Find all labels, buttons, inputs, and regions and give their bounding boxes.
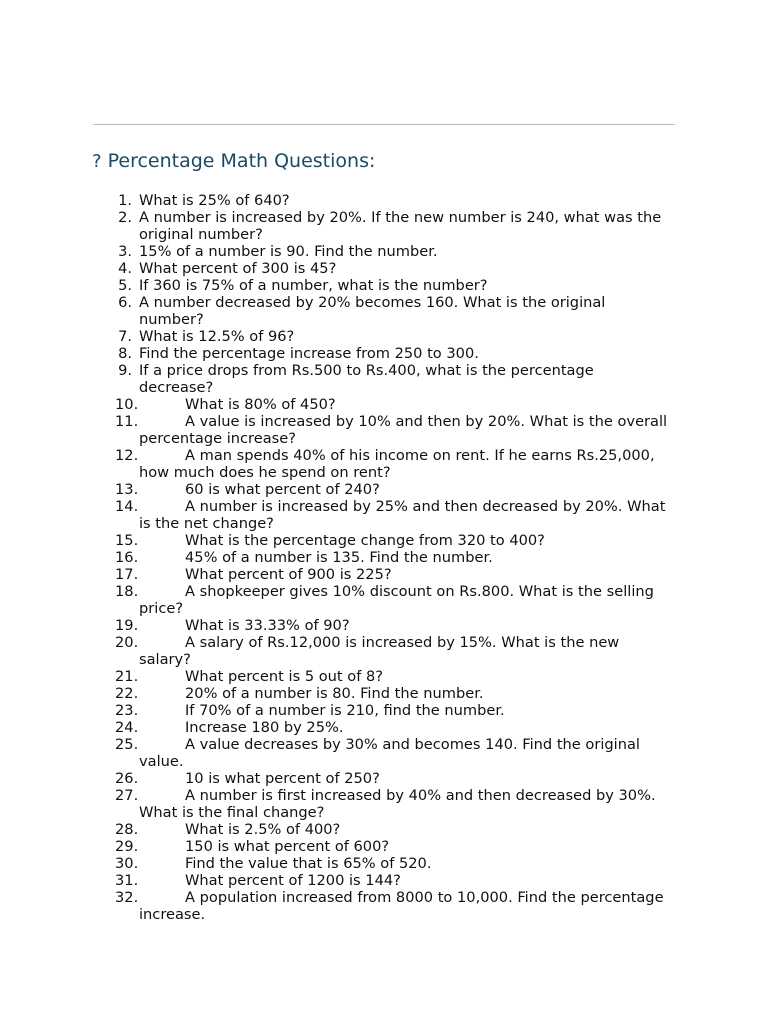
question-item <box>115 838 671 855</box>
question-text: A value decreases by 30% and becomes 140. Find the original value. <box>139 736 640 770</box>
question-item <box>115 634 671 668</box>
question-text: Increase 180 by 25%. <box>185 719 344 736</box>
question-item <box>115 413 671 447</box>
question-number: 12. <box>115 447 139 464</box>
question-number: 28. <box>115 821 139 838</box>
question-item <box>115 889 671 923</box>
question-item <box>115 498 671 532</box>
question-number: 31. <box>115 872 139 889</box>
question-text: A shopkeeper gives 10% discount on Rs.800. What is the selling price? <box>139 583 654 617</box>
question-number: 13. <box>115 481 139 498</box>
question-number: 9. <box>118 362 132 379</box>
question-item <box>115 583 671 617</box>
page-heading <box>92 149 375 174</box>
question-number: 3. <box>118 243 132 260</box>
question-number: 15. <box>115 532 139 549</box>
question-text: A population increased from 8000 to 10,000. Find the percentage increase. <box>139 889 664 923</box>
question-item <box>115 277 671 294</box>
question-item <box>115 532 671 549</box>
question-text: 20% of a number is 80. Find the number. <box>185 685 484 702</box>
question-text: What is 33.33% of 90? <box>185 617 350 634</box>
question-item <box>115 787 671 821</box>
question-item <box>115 362 671 396</box>
question-item <box>115 243 671 260</box>
question-number: 32. <box>115 889 139 906</box>
question-text: What is 80% of 450? <box>185 396 336 413</box>
question-text: 10 is what percent of 250? <box>185 770 380 787</box>
question-text: Find the value that is 65% of 520. <box>185 855 432 872</box>
question-item <box>115 617 671 634</box>
question-number: 25. <box>115 736 139 753</box>
question-number: 16. <box>115 549 139 566</box>
question-item <box>115 345 671 362</box>
question-text: If 70% of a number is 210, find the number. <box>185 702 505 719</box>
question-number: 18. <box>115 583 139 600</box>
question-item <box>115 481 671 498</box>
question-number: 19. <box>115 617 139 634</box>
question-number: 6. <box>118 294 132 311</box>
question-text: What percent of 1200 is 144? <box>185 872 401 889</box>
question-number: 24. <box>115 719 139 736</box>
question-item <box>115 872 671 889</box>
question-number: 22. <box>115 685 139 702</box>
question-number: 17. <box>115 566 139 583</box>
question-list <box>115 192 671 923</box>
question-item <box>115 855 671 872</box>
question-text: A number is increased by 20%. If the new number is 240, what was the original number? <box>139 209 662 243</box>
question-item <box>115 192 671 209</box>
question-number: 29. <box>115 838 139 855</box>
question-number: 21. <box>115 668 139 685</box>
question-number: 23. <box>115 702 139 719</box>
question-item <box>115 668 671 685</box>
question-item <box>115 328 671 345</box>
question-text: What percent is 5 out of 8? <box>185 668 384 685</box>
question-item <box>115 566 671 583</box>
question-text: A man spends 40% of his income on rent. If he earns Rs.25,000, how much does he spend on rent? <box>139 447 655 481</box>
question-item <box>115 821 671 838</box>
question-number: 4. <box>118 260 132 277</box>
question-text: What is the percentage change from 320 to 400? <box>185 532 545 549</box>
question-item <box>115 549 671 566</box>
question-text: What is 12.5% of 96? <box>139 328 295 345</box>
question-text: What percent of 300 is 45? <box>139 260 337 277</box>
question-item <box>115 685 671 702</box>
question-number: 5. <box>118 277 132 294</box>
question-number: 30. <box>115 855 139 872</box>
question-number: 7. <box>118 328 132 345</box>
question-text: A salary of Rs.12,000 is increased by 15%. What is the new salary? <box>139 634 620 668</box>
question-item <box>115 396 671 413</box>
question-text: If a price drops from Rs.500 to Rs.400, what is the percentage decrease? <box>139 362 594 396</box>
question-text: If 360 is 75% of a number, what is the number? <box>139 277 488 294</box>
question-number: 26. <box>115 770 139 787</box>
question-item <box>115 770 671 787</box>
horizontal-divider <box>93 124 675 125</box>
heading-text: Percentage Math Questions: <box>107 150 376 172</box>
question-text: A number decreased by 20% becomes 160. What is the original number? <box>139 294 606 328</box>
question-number: 11. <box>115 413 139 430</box>
question-number: 8. <box>118 345 132 362</box>
question-number: 14. <box>115 498 139 515</box>
question-item <box>115 260 671 277</box>
question-text: A value is increased by 10% and then by 20%. What is the overall percentage increase? <box>139 413 668 447</box>
question-item <box>115 736 671 770</box>
missing-glyph-icon: ? <box>92 151 102 172</box>
question-number: 2. <box>118 209 132 226</box>
question-text: 60 is what percent of 240? <box>185 481 380 498</box>
question-item <box>115 294 671 328</box>
question-text: 15% of a number is 90. Find the number. <box>139 243 438 260</box>
question-text: 150 is what percent of 600? <box>185 838 390 855</box>
question-text: What percent of 900 is 225? <box>185 566 392 583</box>
question-number: 20. <box>115 634 139 651</box>
question-item <box>115 719 671 736</box>
question-text: Find the percentage increase from 250 to 300. <box>139 345 479 362</box>
question-number: 27. <box>115 787 139 804</box>
question-text: What is 25% of 640? <box>139 192 290 209</box>
question-text: A number is first increased by 40% and then decreased by 30%. What is the final change? <box>139 787 656 821</box>
question-number: 10. <box>115 396 139 413</box>
question-item <box>115 209 671 243</box>
question-text: What is 2.5% of 400? <box>185 821 341 838</box>
question-text: 45% of a number is 135. Find the number. <box>185 549 493 566</box>
question-number: 1. <box>118 192 132 209</box>
question-item <box>115 447 671 481</box>
question-item <box>115 702 671 719</box>
question-text: A number is increased by 25% and then decreased by 20%. What is the net change? <box>139 498 666 532</box>
